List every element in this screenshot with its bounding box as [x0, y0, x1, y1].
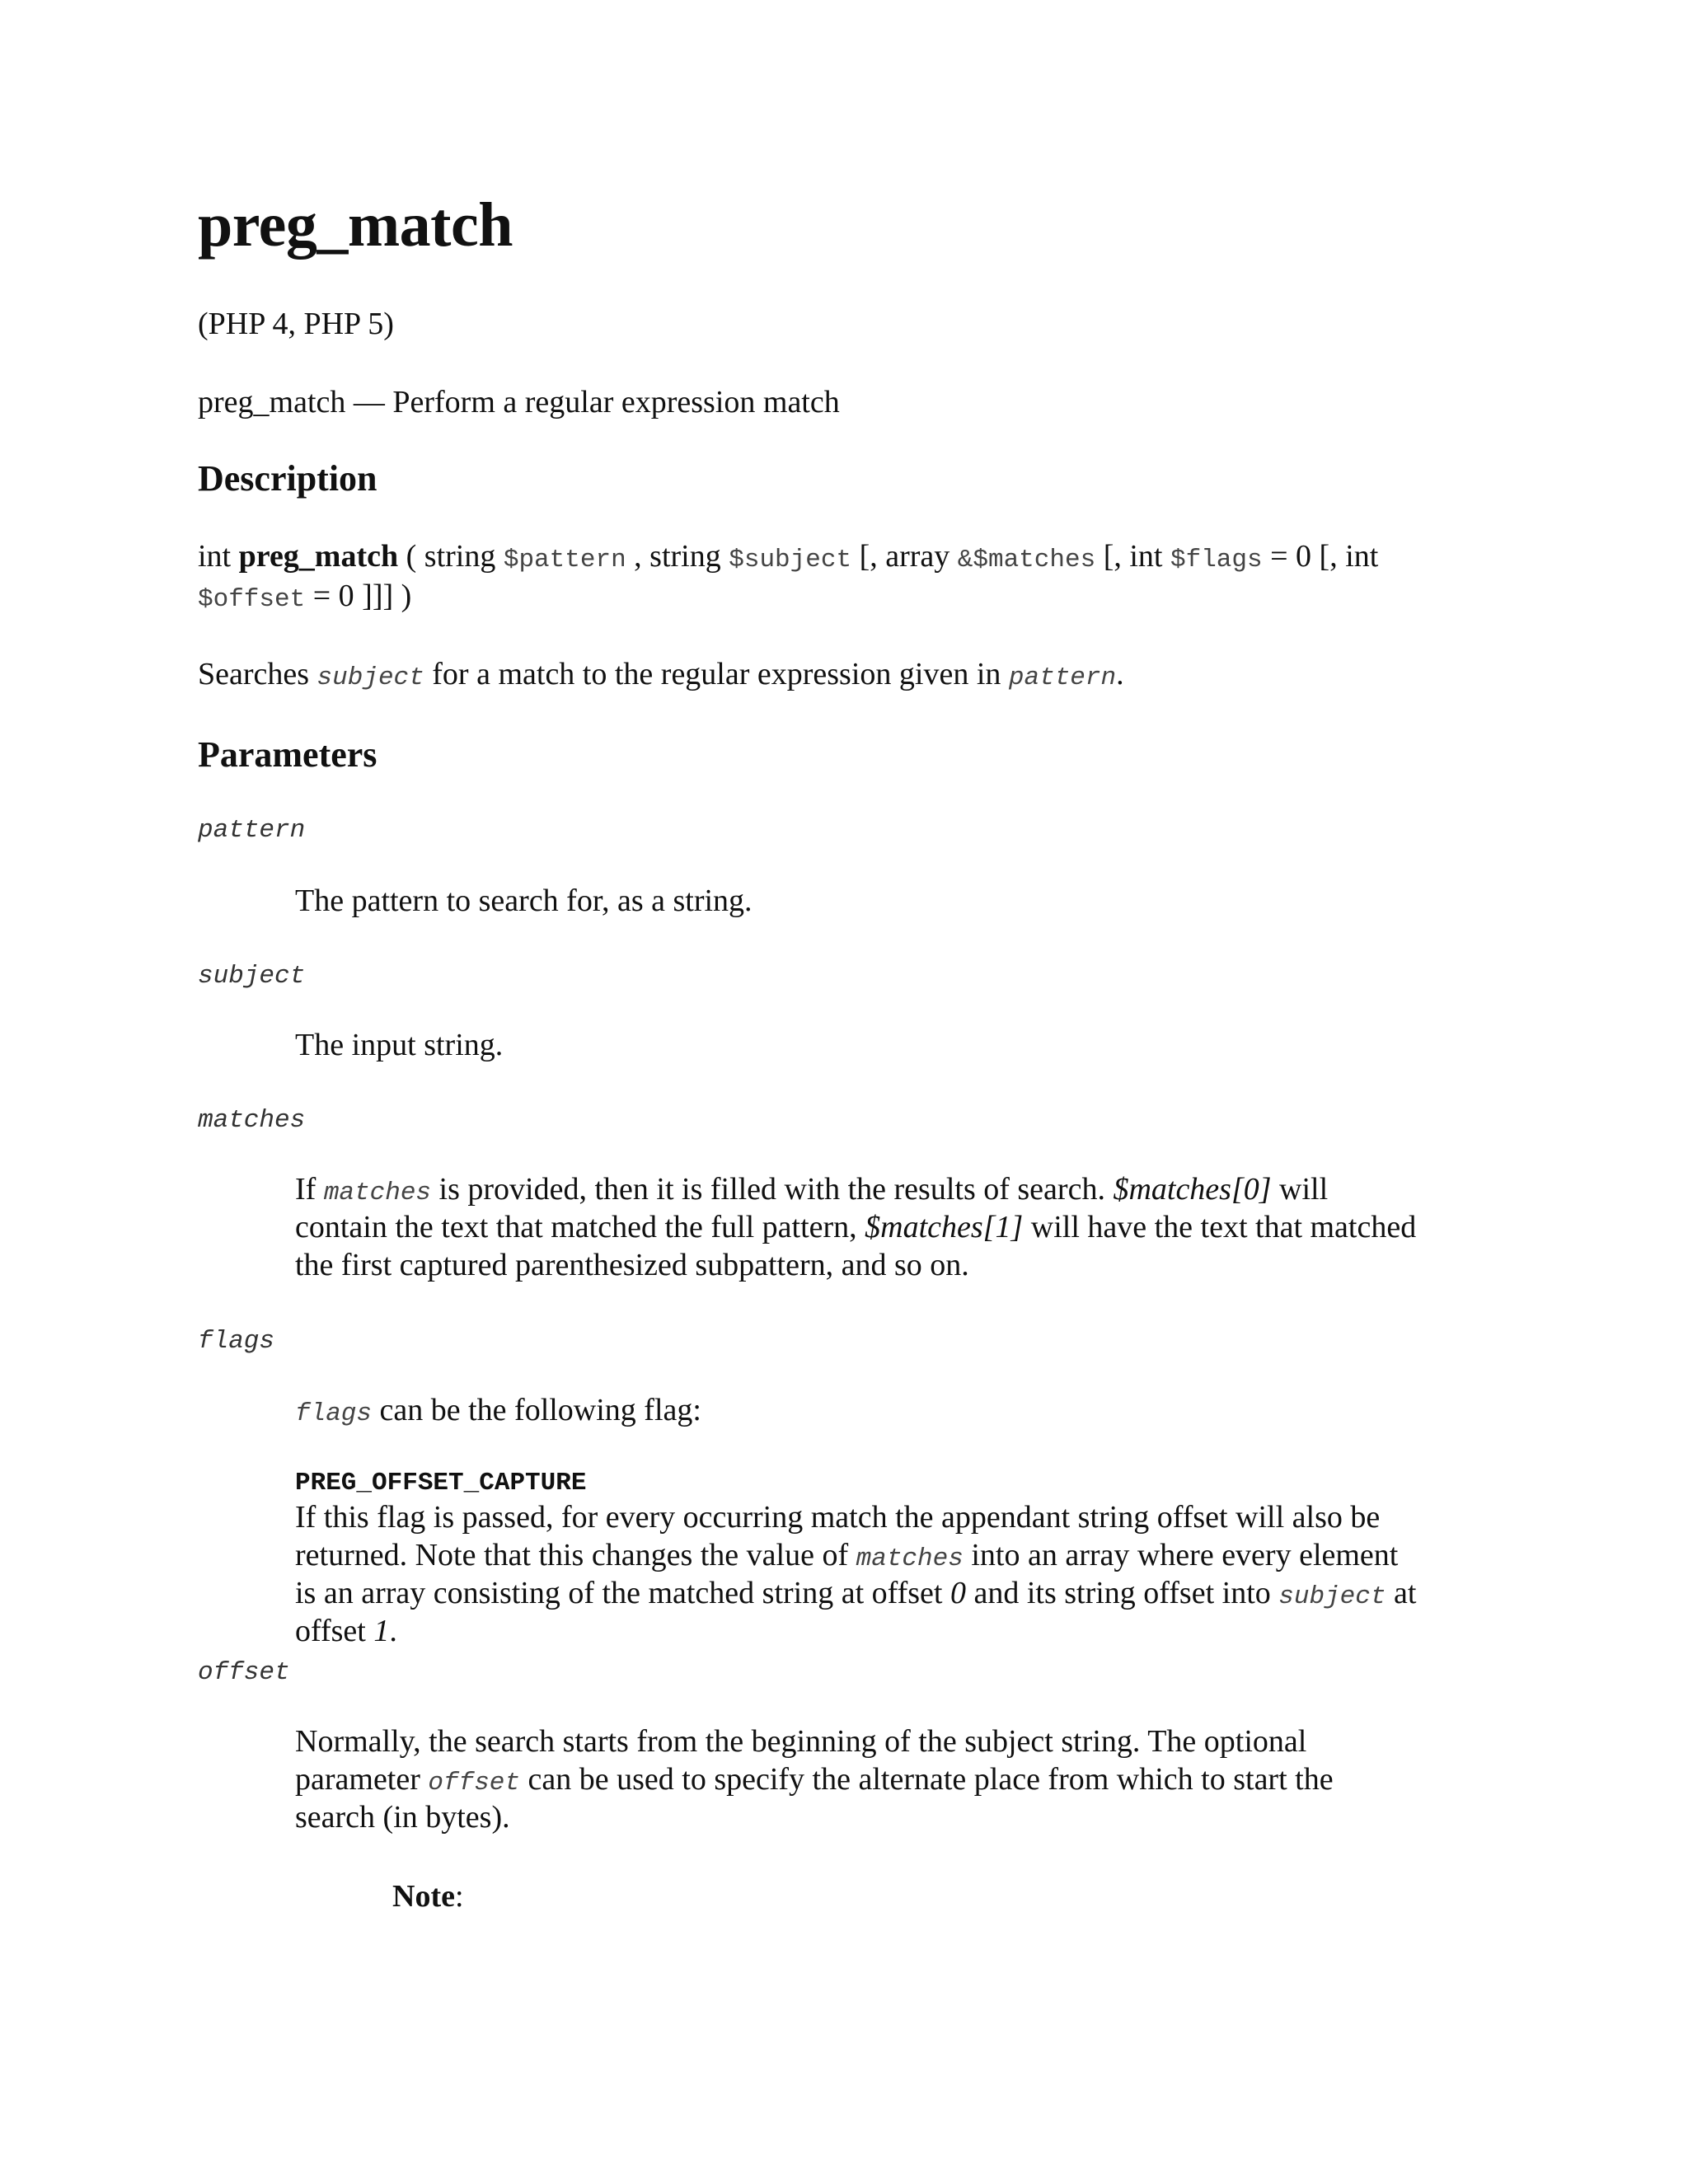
flags-param-ref: flags: [295, 1399, 373, 1428]
flag-desc-line-2: [295, 1536, 1398, 1578]
offset-text: can be used to specify the alternate place from which to start the: [528, 1762, 1334, 1797]
flags-text: can be the following flag:: [379, 1393, 701, 1427]
param-desc-pattern: The pattern to search for, as a string.: [295, 883, 753, 918]
param-type: string: [649, 539, 721, 574]
param-desc-matches-line-2: [295, 1208, 1416, 1246]
param-desc-offset-line-3: search (in bytes).: [295, 1800, 510, 1835]
synopsis-comma: ,: [634, 539, 642, 574]
summary-subject-ref: subject: [316, 663, 424, 692]
offset-param-ref: offset: [428, 1769, 521, 1797]
matches-text: will have the text that matched: [1030, 1210, 1417, 1244]
flags-text: and its string offset into: [973, 1576, 1271, 1610]
param-desc-matches-line-1: [295, 1170, 1328, 1212]
parameters-heading: Parameters: [198, 734, 377, 775]
matches-index-0: $matches[0]: [1113, 1172, 1272, 1207]
synopsis-optional-open: [,: [1103, 539, 1122, 574]
synopsis-optional-open: [,: [1319, 539, 1338, 574]
synopsis-default: = 0: [312, 579, 354, 613]
flags-text: offset: [295, 1614, 366, 1648]
param-type: int: [1129, 539, 1163, 574]
matches-text: contain the text that matched the full pattern,: [295, 1210, 857, 1244]
synopsis-param-matches: &$matches: [957, 546, 1096, 574]
synopsis-param-pattern: $pattern: [503, 546, 626, 574]
flags-text: is an array consisting of the matched string at offset: [295, 1576, 943, 1610]
synopsis-param-subject: $subject: [729, 546, 852, 574]
flags-offset-1: 1: [373, 1614, 390, 1648]
refname: preg_match: [198, 385, 346, 419]
synopsis-default: = 0: [1270, 539, 1312, 574]
offset-text: parameter: [295, 1762, 420, 1797]
refpurpose: — Perform a regular expression match: [353, 385, 840, 419]
summary-period: .: [1116, 657, 1124, 691]
note-title: Note: [392, 1879, 455, 1914]
param-term-flags: flags: [198, 1327, 275, 1356]
note-colon: :: [454, 1879, 464, 1914]
method-synopsis: [198, 537, 1378, 579]
param-type: array: [885, 539, 950, 574]
matches-text: If: [295, 1172, 316, 1207]
description-heading: Description: [198, 458, 377, 499]
synopsis-open-paren: (: [406, 539, 417, 574]
flags-text: returned. Note that this changes the value of: [295, 1538, 849, 1572]
flags-text: into an array where every element: [971, 1538, 1399, 1572]
matches-index-1: $matches[1]: [865, 1210, 1024, 1244]
refname-line: [198, 383, 840, 421]
synopsis-param-flags: $flags: [1170, 546, 1263, 574]
param-desc-offset-line-2: [295, 1760, 1334, 1802]
matches-text: is provided, then it is filled with the results of search.: [438, 1172, 1105, 1207]
description-summary: [198, 655, 1124, 697]
param-type: string: [424, 539, 496, 574]
param-term-pattern: pattern: [198, 816, 306, 845]
flags-subject-ref: subject: [1278, 1582, 1386, 1611]
version-info: (PHP 4, PHP 5): [198, 307, 394, 341]
param-term-subject: subject: [198, 962, 306, 991]
param-desc-subject: The input string.: [295, 1028, 504, 1062]
flag-desc-line-3: [295, 1574, 1416, 1616]
synopsis-optional-open: [,: [859, 539, 878, 574]
summary-text: Searches: [198, 657, 310, 691]
function-name: preg_match: [238, 539, 399, 574]
flags-offset-0: 0: [950, 1576, 966, 1610]
param-desc-flags-intro: [295, 1391, 701, 1433]
param-term-matches: matches: [198, 1106, 306, 1135]
param-type: int: [1345, 539, 1379, 574]
note-label: [392, 1877, 464, 1915]
param-desc-offset-line-1: Normally, the search starts from the beginning of the subject string. The optional: [295, 1724, 1307, 1759]
synopsis-close: ]]] ): [362, 579, 412, 613]
matches-param-ref: matches: [323, 1179, 432, 1207]
param-term-offset: offset: [198, 1658, 290, 1687]
page-title: preg_match: [198, 190, 513, 260]
synopsis-param-offset: $offset: [198, 585, 306, 614]
return-type: int: [198, 539, 232, 574]
method-synopsis-cont: [198, 577, 411, 619]
flags-period: .: [389, 1614, 397, 1648]
flags-text: at: [1394, 1576, 1417, 1610]
summary-text: for a match to the regular expression given in: [432, 657, 1001, 691]
summary-pattern-ref: pattern: [1008, 663, 1117, 692]
flag-desc-line-4: [295, 1612, 397, 1650]
param-desc-matches-line-3: the first captured parenthesized subpattern, and so on.: [295, 1248, 969, 1282]
flag-constant-preg-offset-capture: PREG_OFFSET_CAPTURE: [295, 1469, 587, 1497]
flag-desc-line-1: If this flag is passed, for every occurring match the appendant string offset will also be: [295, 1500, 1381, 1535]
matches-text: will: [1279, 1172, 1329, 1207]
flags-matches-ref: matches: [856, 1544, 964, 1573]
